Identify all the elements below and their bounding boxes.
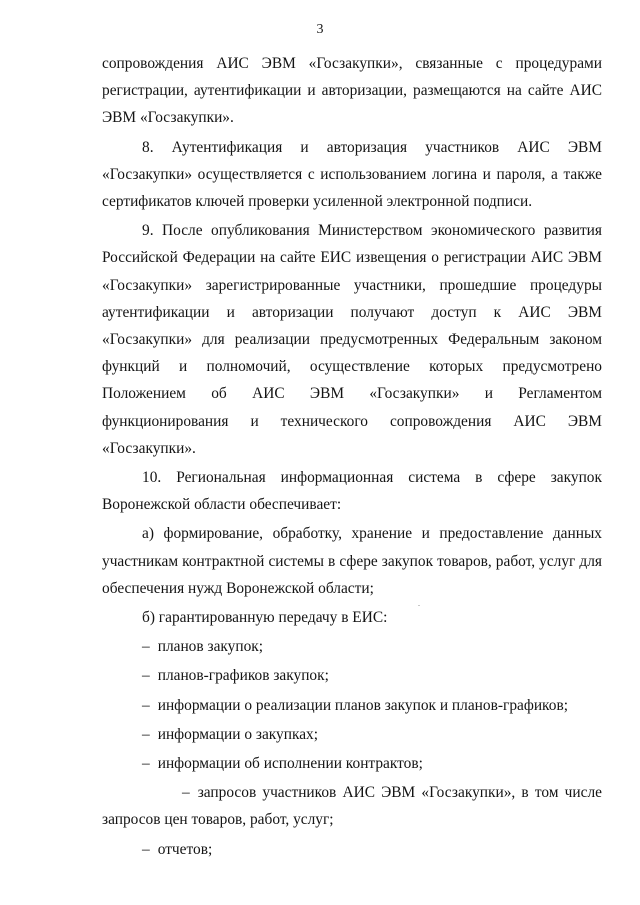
list-item-text: планов-графиков закупок; [157, 667, 329, 685]
scan-speck [418, 605, 420, 606]
list-item [102, 662, 602, 689]
list-item [102, 836, 602, 863]
list-item-text: запросов участников АИС ЭВМ «Госзакупки», в том числе запросов цен товаров, работ, услуг; [102, 784, 602, 829]
paragraph-9: 9. После опубликования Министерством экономического развития Российской Федерации на сайте ЕИС извещения о регистрации АИС ЭВМ «Госзакупки» зарегистрированные участники, прошедшие процедуры аутентификации и авторизации получают доступ к АИС ЭВМ «Госзакупки» для реализации предусмотренных Федеральным законом функций и полномочий, осуществление которых предусмотрено Положением об АИС ЭВМ «Госзакупки» и Регламентом функционирования и технического сопровождения АИС ЭВМ «Госзакупки». [102, 222, 602, 457]
list-item [102, 721, 602, 748]
dash-marker: – [142, 725, 150, 743]
document-body [102, 50, 602, 863]
list-item-text: информации об исполнении контрактов; [157, 755, 423, 773]
list-item [102, 750, 602, 777]
paragraph-10-b: б) гарантированную передачу в ЕИС: [142, 609, 388, 627]
page-number: 3 [316, 22, 324, 37]
list-item-text: информации о реализации планов закупок и планов-графиков; [157, 696, 568, 714]
list-item-text: планов закупок; [157, 638, 264, 656]
paragraph-10: 10. Региональная информационная система в сфере закупок Воронежской области обеспечивает: [102, 469, 602, 514]
list-item [102, 779, 602, 833]
list-item-text: информации о закупках; [157, 725, 319, 743]
list-item-text: отчетов; [157, 840, 213, 858]
list-item [102, 692, 602, 719]
dash-marker: – [142, 667, 150, 685]
paragraph-continuation: сопровождения АИС ЭВМ «Госзакупки», связанные с процедурами регистрации, аутентификации и авторизации, размещаются на сайте АИС ЭВМ «Госзакупки». [102, 55, 602, 127]
paragraph-10-a: а) формирование, обработку, хранение и предоставление данных участникам контрактной системы в сфере закупок товаров, работ, услуг для обеспечения нужд Воронежской области; [102, 525, 602, 597]
dash-marker: – [142, 840, 150, 858]
dash-marker: – [142, 755, 150, 773]
dash-marker: – [182, 784, 190, 802]
dash-marker: – [142, 696, 150, 714]
list-item [102, 633, 602, 660]
dash-marker: – [142, 638, 150, 656]
paragraph-8: 8. Аутентификация и авторизация участников АИС ЭВМ «Госзакупки» осуществляется с использованием логина и пароля, а также сертификатов ключей проверки усиленной электронной подписи. [102, 138, 602, 211]
